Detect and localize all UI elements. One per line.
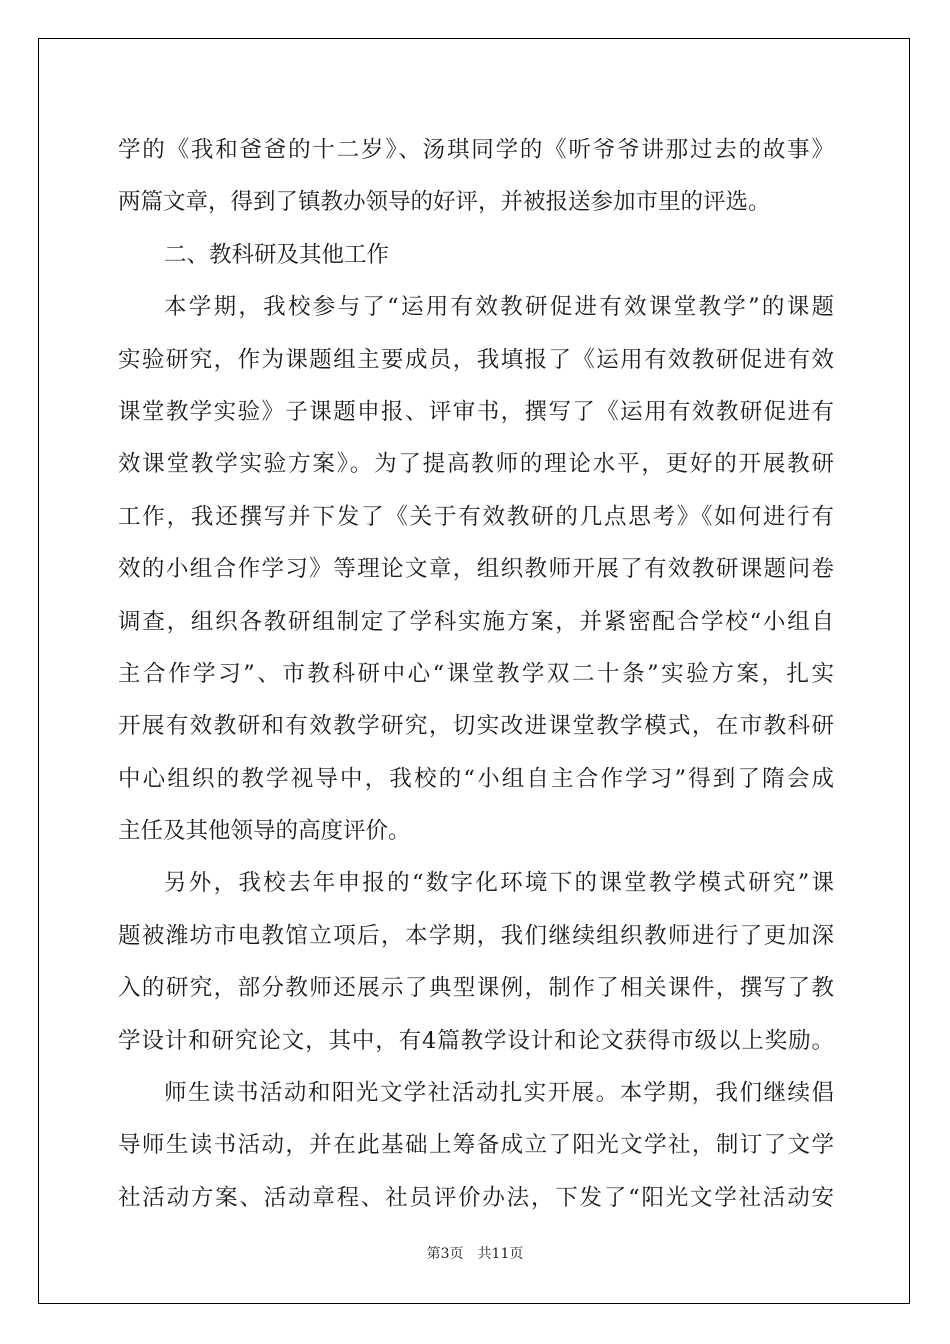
text-line: 中心组织的教学视导中，我校的“小组自主合作学习”得到了隋会成: [118, 765, 834, 792]
text-line: 社活动方案、活动章程、社员评价办法，下发了“阳光文学社活动安: [118, 1184, 834, 1211]
text-line: 主任及其他领导的高度评价。: [118, 818, 411, 845]
text-line: 调查，组织各教研组制定了学科实施方案，并紧密配合学校“小组自: [118, 608, 834, 635]
text-line: 师生读书活动和阳光文学社活动扎实开展。本学期，我们继续倡: [164, 1080, 834, 1107]
text-line: 效课堂教学实验方案》。为了提高教师的理论水平，更好的开展教研: [118, 451, 834, 478]
text-line: 主合作学习”、市教科研中心“课堂教学双二十条”实验方案，扎实: [118, 660, 834, 687]
text-line: 导师生读书活动，并在此基础上筹备成立了阳光文学社，制订了文学: [118, 1132, 834, 1159]
text-line: 实验研究，作为课题组主要成员，我填报了《运用有效教研促进有效: [118, 346, 834, 373]
total-pages-label: 共11页: [477, 1246, 524, 1262]
text-line: 学的《我和爸爸的十二岁》、汤琪同学的《听爷爷讲那过去的故事》: [118, 137, 834, 163]
text-line: 开展有效教研和有效教学研究，切实改进课堂教学模式，在市教科研: [118, 713, 834, 740]
text-line: 本学期，我校参与了“运用有效教研促进有效课堂教学”的课题: [164, 294, 834, 321]
text-line: 题被潍坊市电教馆立项后，本学期，我们继续组织教师进行了更加深: [118, 922, 834, 949]
text-line: 入的研究，部分教师还展示了典型课例，制作了相关课件，撰写了教: [118, 975, 834, 1002]
text-line: 课堂教学实验》子课题申报、评审书，撰写了《运用有效教研促进有: [118, 398, 834, 425]
text-line: 效的小组合作学习》等理论文章，组织教师开展了有效教研课题问卷: [118, 556, 834, 583]
text-line: 另外，我校去年申报的“数字化环境下的课堂教学模式研究”课: [164, 870, 834, 897]
text-line: 工作，我还撰写并下发了《关于有效教研的几点思考》《如何进行有: [118, 503, 834, 530]
text-line: 学设计和研究论文，其中，有4篇教学设计和论文获得市级以上奖励。: [118, 1027, 834, 1054]
text-line: 两篇文章，得到了镇教办领导的好评，并被报送参加市里的评选。: [118, 189, 771, 216]
page-footer: [0, 1243, 950, 1263]
text-line: 二、教科研及其他工作: [164, 241, 390, 268]
current-page-label: 第3页: [426, 1246, 464, 1262]
document-body: [118, 124, 834, 1224]
